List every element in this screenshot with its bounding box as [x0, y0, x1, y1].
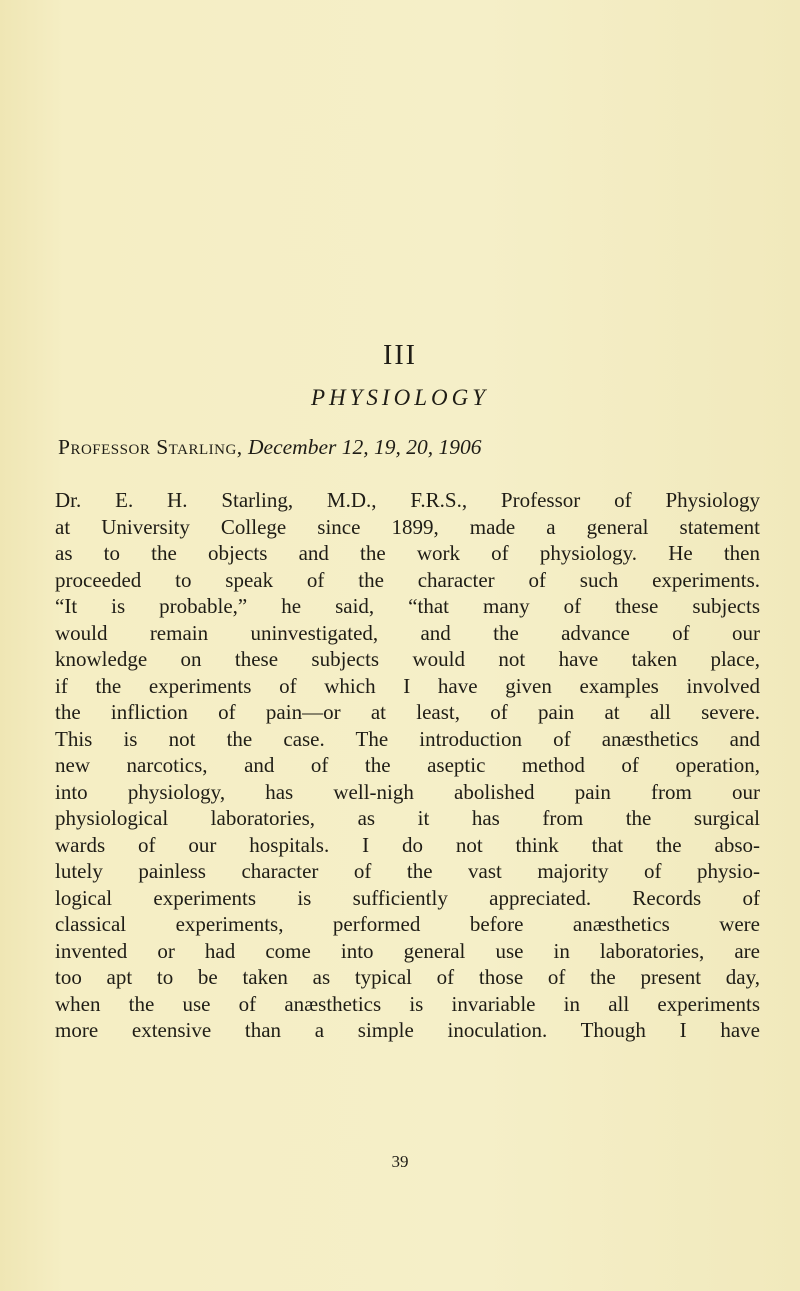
text-line: more extensive than a simple inoculation. Though I have [55, 1018, 760, 1042]
text-line: “It is probable,” he said, “that many of these subjects [55, 594, 760, 618]
text-line: at University College since 1899, made a general statement [55, 514, 760, 539]
chapter-title: PHYSIOLOGY [310, 385, 490, 410]
chapter-numeral: III [383, 340, 417, 371]
text-line: Dr. E. H. Starling, M.D., F.R.S., Professor of Physiology [55, 488, 760, 512]
text-line: wards of our hospitals. I do not think that the abso- [55, 832, 760, 857]
text-line: invented or had come into general use in laboratories, are [55, 938, 760, 963]
text-line: proceeded to speak of the character of such experiments. [55, 567, 760, 592]
body-paragraph [55, 487, 760, 1044]
text-line: when the use of anæsthetics is invariable in all experiments [55, 991, 760, 1016]
text-line: This is not the case. The introduction of anæsthetics and [55, 726, 760, 751]
lecture-date: December 12, 19, 20, 1906 [248, 435, 482, 459]
text-line: would remain uninvestigated, and the advance of our [55, 620, 760, 645]
text-line: logical experiments is sufficiently appreciated. Records of [55, 885, 760, 910]
text-line: as to the objects and the work of physiology. He then [55, 541, 760, 565]
text-line: knowledge on these subjects would not have taken place, [55, 647, 760, 671]
page-number: 39 [391, 1152, 409, 1171]
text-line: the infliction of pain—or at least, of pain at all severe. [55, 700, 760, 724]
lecture-heading [58, 435, 758, 460]
lecture-speaker: Professor Starling, [58, 435, 243, 459]
text-line: classical experiments, performed before anæsthetics were [55, 912, 760, 936]
text-line: if the experiments of which I have given examples involved [55, 673, 760, 698]
text-line: into physiology, has well-nigh abolished pain from our [55, 779, 760, 804]
text-line: physiological laboratories, as it has from the surgical [55, 806, 760, 830]
text-line: lutely painless character of the vast majority of physio- [55, 859, 760, 883]
text-line: too apt to be taken as typical of those of the present day, [55, 965, 760, 989]
text-line: new narcotics, and of the aseptic method of operation, [55, 753, 760, 777]
